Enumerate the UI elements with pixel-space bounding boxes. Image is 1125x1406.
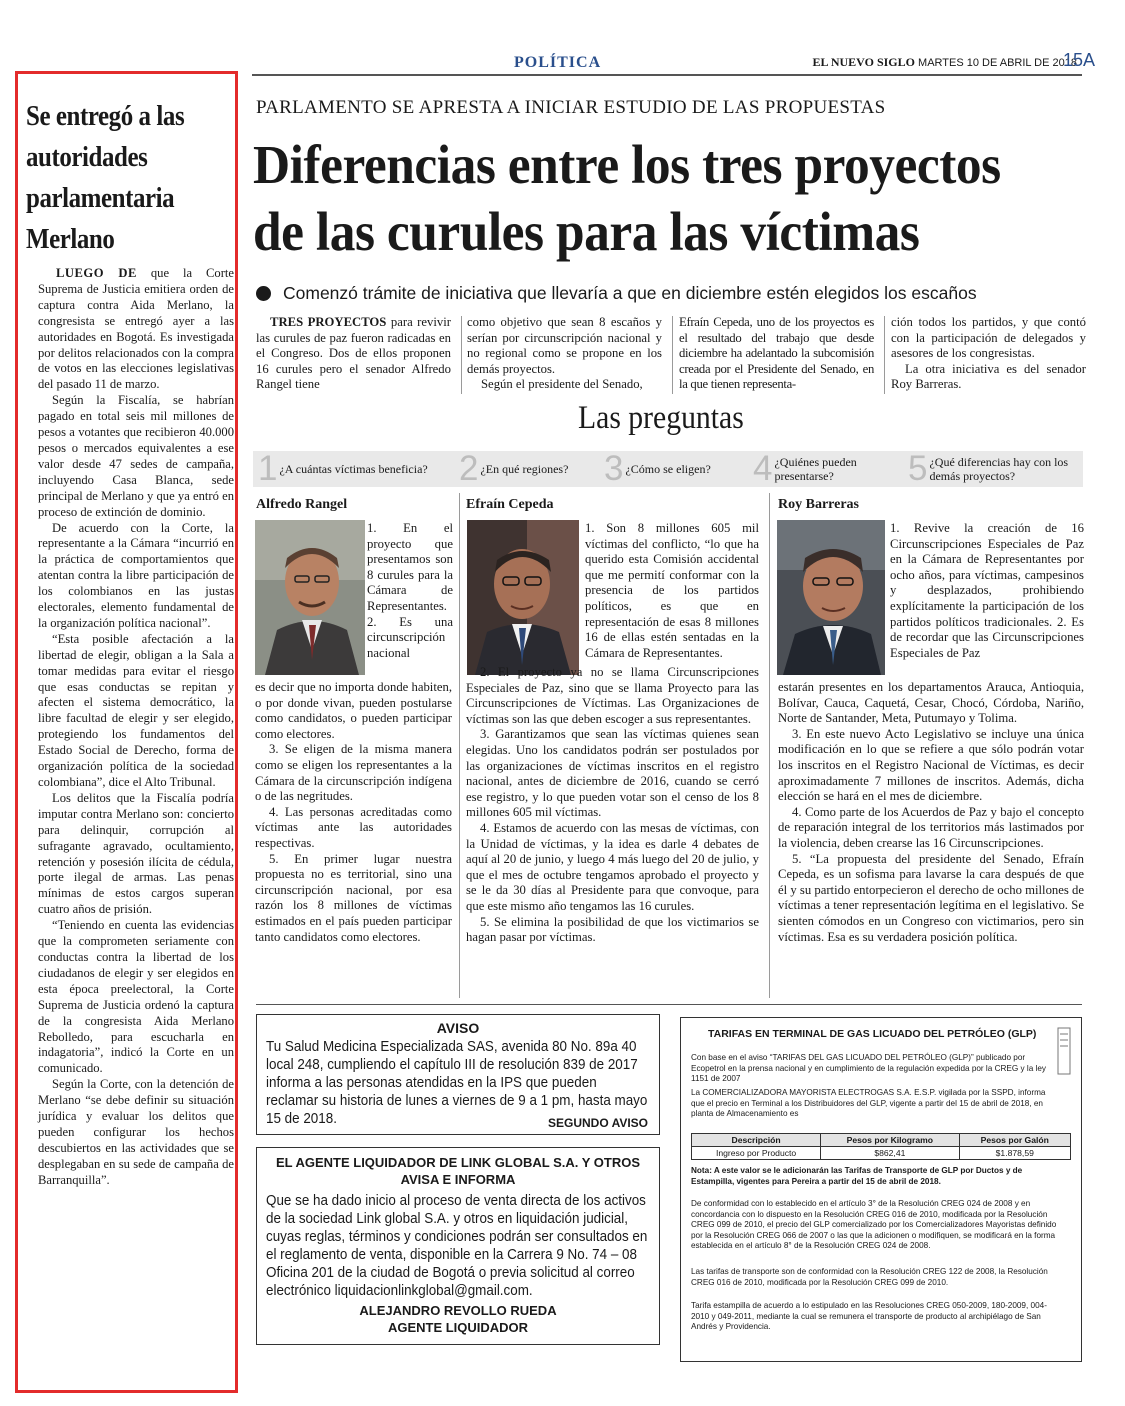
- header-rule: [252, 74, 1082, 76]
- answer-paragraph: 3. En este nuevo Acto Legislativo se incluye una única modificación en lo que se refiere a que sólo podrán votar los inscritos en el Registro Nacional de Víctimas, es decir aproximadamente 7 millones de inscritos. Además, dicha elección se hará en el mes de diciembre.: [778, 726, 1084, 804]
- intro-column-3: Efraín Cepeda, uno de los proyectos es el resultado del trabajo que desde diciembre ha adelantado la subcomisión creada por el Presidente del Senado, en la que tienen representa-: [679, 315, 874, 392]
- aviso-2-body: Que se ha dado inicio al proceso de venta directa de los activos de la sociedad Link global S.A. y otros en liquidación judicial, cuyas reglas, términos y condiciones podrán ser consultados en el reglamento de venta, disponible en la Carrera 9 No. 74 – 08 Oficina 201 de la ciudad de Bogotá o previa solicitud al correo electrónico liquidacionlinkglobal@gmail.com.: [266, 1193, 648, 1299]
- bullet-icon: [256, 286, 271, 301]
- respondent-name-cepeda: Efraín Cepeda: [466, 497, 554, 512]
- issue-date: MARTES 10 DE ABRIL DE 2018: [918, 57, 1077, 69]
- sidebar-paragraph: “Teniendo en cuenta las evidencias que la comprometen seriamente con conductas contra la libertad de los ciudadanos de elegir y ser elegidos en esta época preelectoral, la Corte Suprema de Justicia ordenó la captura de la congresista Aida Merlano Rebolledo, para escucharla en indagatoria”, indicó la Corte en un comunicado.: [38, 918, 234, 1076]
- barreras-answers: [778, 680, 1084, 945]
- question-item: 4 ¿Quiénes pueden presentarse?: [753, 449, 857, 488]
- glp-title: TARIFAS EN TERMINAL DE GAS LICUADO DEL PETRÓLEO (GLP): [708, 1028, 1037, 1040]
- answer-paragraph: 3. Garantizamos que sean las víctimas quienes sean elegidas. Uno los candidatos podrán ser postulados por las organizaciones de víctimas inscritos en el registro nacional, antes de diciembre de 2016, cuando se cerró ese registro, y lo que pueden votar son el censo de los 8 millones 605 mil víctimas.: [466, 727, 759, 820]
- sidebar-paragraph: “Esta posible afectación a la libertad de elegir, obligan a la Sala a tomar medidas para evitar el riesgo que esas conductas se repitan y afecten el sistema democrático, la libre facultad de elegir y ser elegido, protegiendo los fundamentos del Estado Social de Derecho, forma de organización política de la sociedad colombiana”, dice el Alto Tribunal.: [38, 631, 234, 789]
- answer-paragraph: 4. Estamos de acuerdo con las mesas de víctimas, con la Unidad de víctimas, y la idea es darle 4 debates de aquí al 20 de junio, y luego 4 más luego del 20 de julio, y que el mes de octubre tengamos aprobado el proyecto y se le da 30 días al Presidente para que convoque, para que este mismo año tengamos las 16 curules.: [466, 820, 759, 913]
- intro-column-4: ción todos los partidos, y que contó con la participación de delegados y asesores de los congresistas. La otra iniciativa es del senador Roy Barreras.: [891, 315, 1086, 392]
- questions-title: Las preguntas: [578, 400, 744, 436]
- article-kicker: PARLAMENTO SE APRESTA A INICIAR ESTUDIO DE LAS PROPUESTAS: [256, 97, 886, 118]
- sidebar-lead-word: LUEGO DE: [56, 266, 137, 280]
- glp-price-table: [691, 1133, 1071, 1160]
- aviso-1-body: Tu Salud Medicina Especializada SAS, avenida 80 No. 89a 40 local 248, cumpliendo el capítulo III de resolución 839 de 2017 informa a las personas atendidas en la IPS que pueden reclamar su historia de lunes a viernes de 9 a 1 pm, hasta mayo 15 de 2018.: [266, 1039, 648, 1127]
- aviso-2-signature: ALEJANDRO REVOLLO RUEDA: [359, 1303, 557, 1318]
- answer-paragraph: estarán presentes en los departamentos Arauca, Antioquia, Bolívar, Cauca, Caquetá, Cesar, Chocó, Córdoba, Nariño, Norte de Santander, Meta, Putumayo y Tolima.: [778, 680, 1084, 726]
- answer-paragraph: 5. “La propuesta del presidente del Senado, Efraín Cepeda, es un sofisma para lavarse la cara después de que él y su partido entorpecieron el derecho de ocho millones de víctimas a tener representación legítima en el legislativo. Se sienten cómodos en un Congreso con victimarios, pero sin víctimas. Esa es su verdadera posición política.: [778, 851, 1084, 944]
- portrait-photo-rangel: [255, 520, 365, 675]
- sidebar-paragraph: LUEGO DE que la Corte Suprema de Justicia emitiera orden de captura contra Aida Merlano, la congresista se entregó ayer a las autoridades en Bogotá. Es investigada por delitos relacionados con la compra de votos en las elecciones legislativas del pasado 11 de marzo.: [38, 266, 234, 392]
- paper-name: EL NUEVO SIGLO: [812, 55, 915, 69]
- glp-paragraph: Con base en el aviso “TARIFAS DEL GAS LICUADO DEL PETRÓLEO (GLP)” publicado por Ecopetrol en la prensa nacional y en cumplimiento de la regulación expedida por la CREG y la ley 1151 de 2007: [691, 1053, 1046, 1084]
- table-row: Ingreso por Producto $862,41 $1.878,59: [692, 1147, 1071, 1160]
- aviso-2-signature-role: AGENTE LIQUIDADOR: [387, 1320, 529, 1335]
- article-subtitle: Comenzó trámite de iniciativa que llevaría a que en diciembre estén elegidos los escaños: [256, 283, 977, 304]
- respondent-name-barreras: Roy Barreras: [778, 497, 859, 512]
- answer-paragraph: 2. El proyecto ya no se llama Circunscripciones Especiales de Paz, sino que se llama Proyecto para las Circunscripciones de Víctimas. Las Organizaciones de víctimas son las que deben escoger a sus representantes.: [466, 665, 759, 726]
- column-rule: [769, 493, 770, 998]
- question-item: 2 ¿En qué regiones?: [459, 449, 569, 488]
- aviso-2-title: EL AGENTE LIQUIDADOR DE LINK GLOBAL S.A. Y OTROS: [275, 1155, 641, 1170]
- intro-column-2: como objetivo que sean 8 escaños y serían por circunscripción nacional y no regional como se propone en los demás proyectos. Según el presidente del Senado,: [467, 315, 662, 392]
- cepeda-answers: [466, 665, 759, 946]
- rangel-answers: [255, 680, 452, 945]
- barreras-side-text: 1. Revive la creación de 16 Circunscripciones Especiales de Paz en la Cámara de Representantes por ocho años, para víctimas, campesinos y desplazados, prohibiendo explícitamente la participación de los partidos políticos tradicionales. 2. Es de recordar que las Circunscripciones Especiales de Paz: [890, 521, 1084, 660]
- answer-paragraph: 4. Como parte de los Acuerdos de Paz y bajo el concepto de reparación integral de los territorios más lastimados por la violencia, deben crearse las 16 Circunscripciones.: [778, 804, 1084, 850]
- column-rule: [459, 493, 460, 998]
- portrait-photo-cepeda: [467, 520, 579, 675]
- glp-paragraph: De conformidad con lo establecido en el artículo 3° de la Resolución CREG 024 de 2008 y en concordancia con lo dispuesto en la Resolución CREG 016 de 2010, modificada por la Resolución CREG 099 de 2010, el precio del GLP comercializado por los Comercializadores Mayoristas definido por la Resolución CREG 066 de 2007 o las que la adicionen o modifiquen, se modificará en la forma establecida en el artículo 8° de la Resolución CREG 024 de 2008.: [691, 1199, 1057, 1251]
- aviso-1-title: AVISO: [436, 1020, 480, 1036]
- question-item: 3 ¿Cómo se eligen?: [604, 449, 711, 488]
- article-title: Diferencias entre los tres proyectos de las curules para las víctimas: [253, 134, 1001, 262]
- sidebar-body: [38, 266, 234, 1189]
- glp-paragraph: Tarifa estampilla de acuerdo a lo estipulado en las Resoluciones CREG 050-2009, 180-2009, 004-2010 y 049-2011, mediante la cual se remunera el transporte de producto al archipiélago de San Andrés y Providencia.: [691, 1301, 1047, 1332]
- sidebar-paragraph: De acuerdo con la Corte, la representante a la Cámara “incurrió en la práctica de comportamientos que atentan contra la libre participación de los colombianos en las justas electorales, elemento fundamental de la organización política nacional”.: [38, 520, 234, 630]
- glp-note: Nota: A este valor se le adicionarán las Tarifas de Transporte de GLP por Ductos y de Estampilla, vigentes para Pereira a partir del 15 de abril de 2018.: [691, 1166, 1023, 1186]
- aviso-2-subtitle: AVISA E INFORMA: [400, 1172, 516, 1187]
- table-header: Pesos por Kilogramo: [821, 1134, 959, 1147]
- column-rule: [884, 316, 885, 394]
- page-number: 15A: [1063, 50, 1096, 70]
- answer-paragraph: es decir que no importa donde habiten, o por donde vivan, pueden postularse como candidatos, o pueden participar como electores.: [255, 680, 452, 741]
- question-item: 1 ¿A cuántas víctimas beneficia?: [258, 449, 428, 488]
- answer-paragraph: 5. Se elimina la posibilidad de que los victimarios se hagan pasar por víctimas.: [466, 914, 759, 945]
- portrait-photo-barreras: [777, 520, 885, 675]
- aviso-1-tag: SEGUNDO AVISO: [548, 1116, 649, 1130]
- column-rule: [461, 316, 462, 394]
- glp-paragraph: Las tarifas de transporte son de conformidad con la Resolución CREG 122 de 2008, la Resolución CREG 016 de 2010, modificada por la Resolución CREG 099 de 2010.: [691, 1267, 1048, 1287]
- glp-paragraph: La COMERCIALIZADORA MAYORISTA ELECTROGAS S.A. E.S.P. vigilada por la SSPD, informa que el precio en Terminal a los Distribuidores del GLP, vigente a partir del 15 de abril de 2018, en planta de Almacenamiento es: [691, 1088, 1046, 1119]
- respondent-name-rangel: Alfredo Rangel: [256, 497, 348, 512]
- sidebar-paragraph: Según la Corte, con la detención de Merlano “se debe definir su situación jurídica y evaluar los delitos que pueden configurar los hechos descubiertos en las actividades que se desplegaban en su sede de campaña de Barranquilla”.: [38, 1077, 234, 1187]
- intro-lead: TRES PROYECTOS: [270, 315, 387, 329]
- table-header: Descripción: [692, 1134, 821, 1147]
- answer-paragraph: 3. Se eligen de la misma manera como se eligen los representantes a la Cámara de la circunscripción indígena o de las negritudes.: [255, 742, 452, 804]
- sidebar-paragraph: Según la Fiscalía, se habrían pagado en total seis mil millones de pesos a votantes que recibieron 40.000 pesos o mercados equivalentes a ese valor desde 47 sedes de campaña, incluyendo Casa Blanca, sede principal de Merlano y que ya entró en proceso de extinción de dominio.: [38, 393, 234, 519]
- ads-divider: [256, 1004, 1082, 1005]
- column-rule: [672, 316, 673, 394]
- answer-paragraph: 4. Las personas acreditadas como víctimas ante las autoridades respectivas.: [255, 804, 452, 850]
- sidebar-title: Se entregó a las autoridades parlamentaria Merlano: [26, 100, 185, 255]
- table-header: Pesos por Galón: [959, 1134, 1070, 1147]
- masthead: [813, 55, 1078, 70]
- sidebar-paragraph: Los delitos que la Fiscalía podría imputar contra Merlano son: concierto para delinquir, corrupción al sufragante agravado, ocultamiento, retención y posesión ilícita de cédula, porte ilegal de armas. Las penas mínimas de estos cargos superan cuatro años de prisión.: [38, 790, 234, 917]
- answer-paragraph: 5. En primer lugar nuestra propuesta no es territorial, sino una circunscripción nacional, por esa razón los 8 millones de víctimas estimados en el país pueden participar tanto candidatos como electores.: [255, 851, 452, 944]
- intro-column-1: TRES PROYECTOS para revivir las curules de paz fueron radicadas en el Congreso. Dos de ellos proponen 16 curules pero el senador Alfredo Rangel tiene: [256, 315, 452, 392]
- rangel-side-text: 1. En el proyecto que presentamos son 8 curules para la Cámara de Representantes. 2. Es una circunscripción nacional: [367, 521, 453, 660]
- cepeda-side-text: 1. Son 8 millones 605 mil víctimas del conflicto, “lo que ha querido esta Comisión accidental que me permití conformar con la presencia de los partidos políticos, es que en representación de esas 8 millones 16 de ellas estén sentadas en la Cámara de Representantes.: [585, 521, 759, 660]
- question-item: 5 ¿Qué diferencias hay con los demás proyectos?: [908, 449, 1069, 488]
- section-label: POLÍTICA: [514, 54, 602, 71]
